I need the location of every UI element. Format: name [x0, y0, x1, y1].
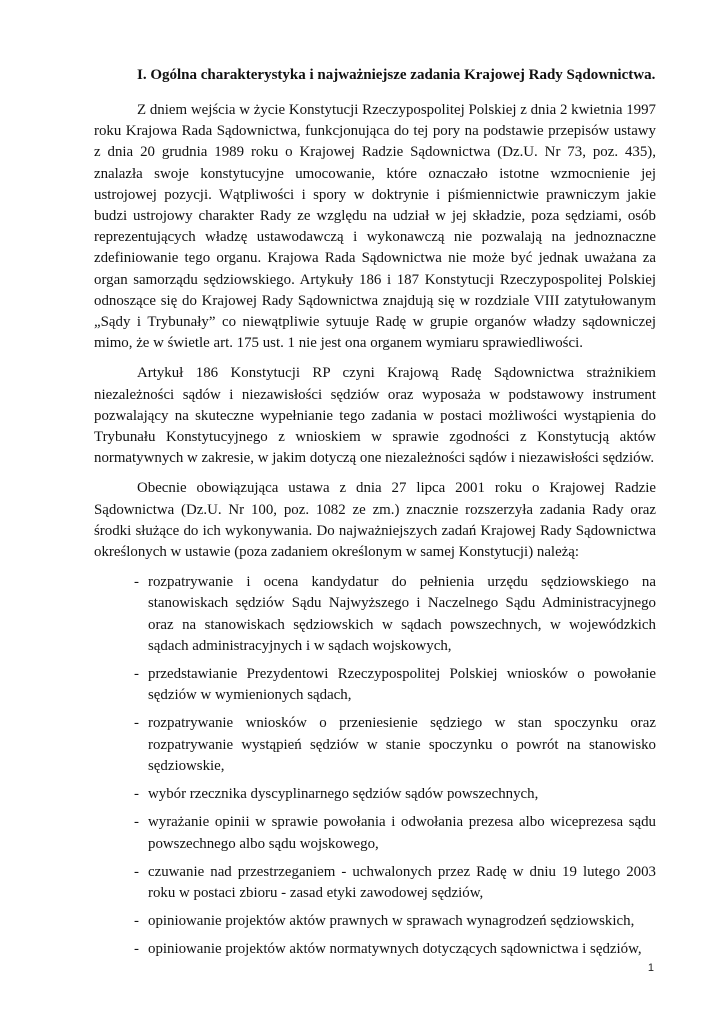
paragraph-2: Artykuł 186 Konstytucji RP czyni Krajową Radę Sądownictwa strażnikiem niezależności sądów i niezawisłości sędziów oraz wyposaża w podstawowy instrument pozwalający na skuteczne wypełnianie tego zadania w postaci możliwości wystąpienia do Trybunału Konstytucyjnego z wnioskiem w sprawie zgodności z Konstytucją aktów normatywnych w zakresie, w jakim dotyczą one niezależności sądów i niezawisłości sędziów.	[94, 365, 656, 467]
list-dash: -	[134, 574, 139, 591]
section-title: I. Ogólna charakterystyka i najważniejsze zadania Krajowej Rady Sądownictwa.	[137, 67, 656, 83]
list-item-text: wybór rzecznika dyscyplinarnego sędziów sądów powszechnych,	[148, 786, 539, 803]
list-dash: -	[134, 863, 139, 880]
list-item	[94, 812, 656, 854]
list-item-text: opiniowanie projektów aktów prawnych w sprawach wynagrodzeń sędziowskich,	[148, 913, 635, 930]
paragraph-3: Obecnie obowiązująca ustawa z dnia 27 lipca 2001 roku o Krajowej Radzie Sądownictwa (Dz.U. Nr 100, poz. 1082 ze zm.) znacznie rozszerzyła zadania Rady oraz środki służące do ich wykonywania. Do najważniejszych zadań Krajowej Rady Sądownictwa określonych w ustawie (poza zadaniem określonym w samej Konstytucji) należą:	[94, 480, 656, 561]
list-item	[94, 713, 656, 777]
list-item-text: opiniowanie projektów aktów normatywnych dotyczących sądownictwa i sędziów,	[148, 941, 642, 958]
page-number: 1	[647, 962, 654, 974]
list-item	[94, 664, 656, 706]
list-item	[94, 939, 656, 960]
list-item-text: przedstawianie Prezydentowi Rzeczypospolitej Polskiej wniosków o powołanie sędziów w wymienionych sądach,	[148, 666, 656, 704]
list-item-text: wyrażanie opinii w sprawie powołania i odwołania prezesa albo wiceprezesa sądu powszechnego albo sądu wojskowego,	[148, 814, 656, 852]
list-dash: -	[134, 941, 139, 958]
list-dash: -	[134, 666, 139, 683]
document-body	[94, 64, 656, 968]
list-dash: -	[134, 814, 139, 831]
list-item	[94, 911, 656, 932]
list-item-text: rozpatrywanie i ocena kandydatur do pełnienia urzędu sędziowskiego na stanowiskach sędziów Sądu Najwyższego i Naczelnego Sądu Administracyjnego oraz na stanowiskach sędziowskich w sądach powszechnych, w wojewódzkich sądach administracyjnych i w sądach wojskowych,	[148, 574, 656, 654]
paragraph-1: Z dniem wejścia w życie Konstytucji Rzeczypospolitej Polskiej z dnia 2 kwietnia 1997 roku Krajowa Rada Sądownictwa, funkcjonująca do tej pory na podstawie przepisów ustawy z dnia 20 grudnia 1989 roku o Krajowej Radzie Sądownictwa (Dz.U. Nr 73, poz. 435), znalazła swoje konstytucyjne umocowanie, które oznaczało istotne wzmocnienie jej ustrojowej pozycji. Wątpliwości i spory w doktrynie i piśmiennictwie prawniczym jakie budzi ustrojowy charakter Rady ze względu na udział w jej składzie, poza sędziami, osób reprezentujących władzę ustawodawczą i wykonawczą nie pozwalają na jednoznaczne zdefiniowanie tego organu. Krajowa Rada Sądownictwa nie może być jednak uważana za organ samorządu sędziowskiego. Artykuły 186 i 187 Konstytucji Rzeczypospolitej Polskiej odnoszące się do Krajowej Rady Sądownictwa znajdują się w rozdziale VIII zatytułowanym „Sądy i Trybunały” co niewątpliwie sytuuje Radę w grupie organów władzy sądowniczej mimo, że w świetle art. 175 ust. 1 nie jest ona organem wymiaru sprawiedliwości.	[94, 102, 656, 352]
list-dash: -	[134, 715, 139, 732]
list-item	[94, 862, 656, 904]
list-item	[94, 784, 656, 805]
list-item-text: rozpatrywanie wniosków o przeniesienie sędziego w stan spoczynku oraz rozpatrywanie wystąpień sędziów w stanie spoczynku o powrót na stanowisko sędziowskie,	[148, 715, 656, 774]
duties-list	[94, 572, 656, 960]
list-item-text: czuwanie nad przestrzeganiem - uchwalonych przez Radę w dniu 19 lutego 2003 roku w postaci zbioru - zasad etyki zawodowej sędziów,	[148, 863, 656, 901]
list-dash: -	[134, 786, 139, 803]
list-dash: -	[134, 913, 139, 930]
list-item	[94, 572, 656, 657]
